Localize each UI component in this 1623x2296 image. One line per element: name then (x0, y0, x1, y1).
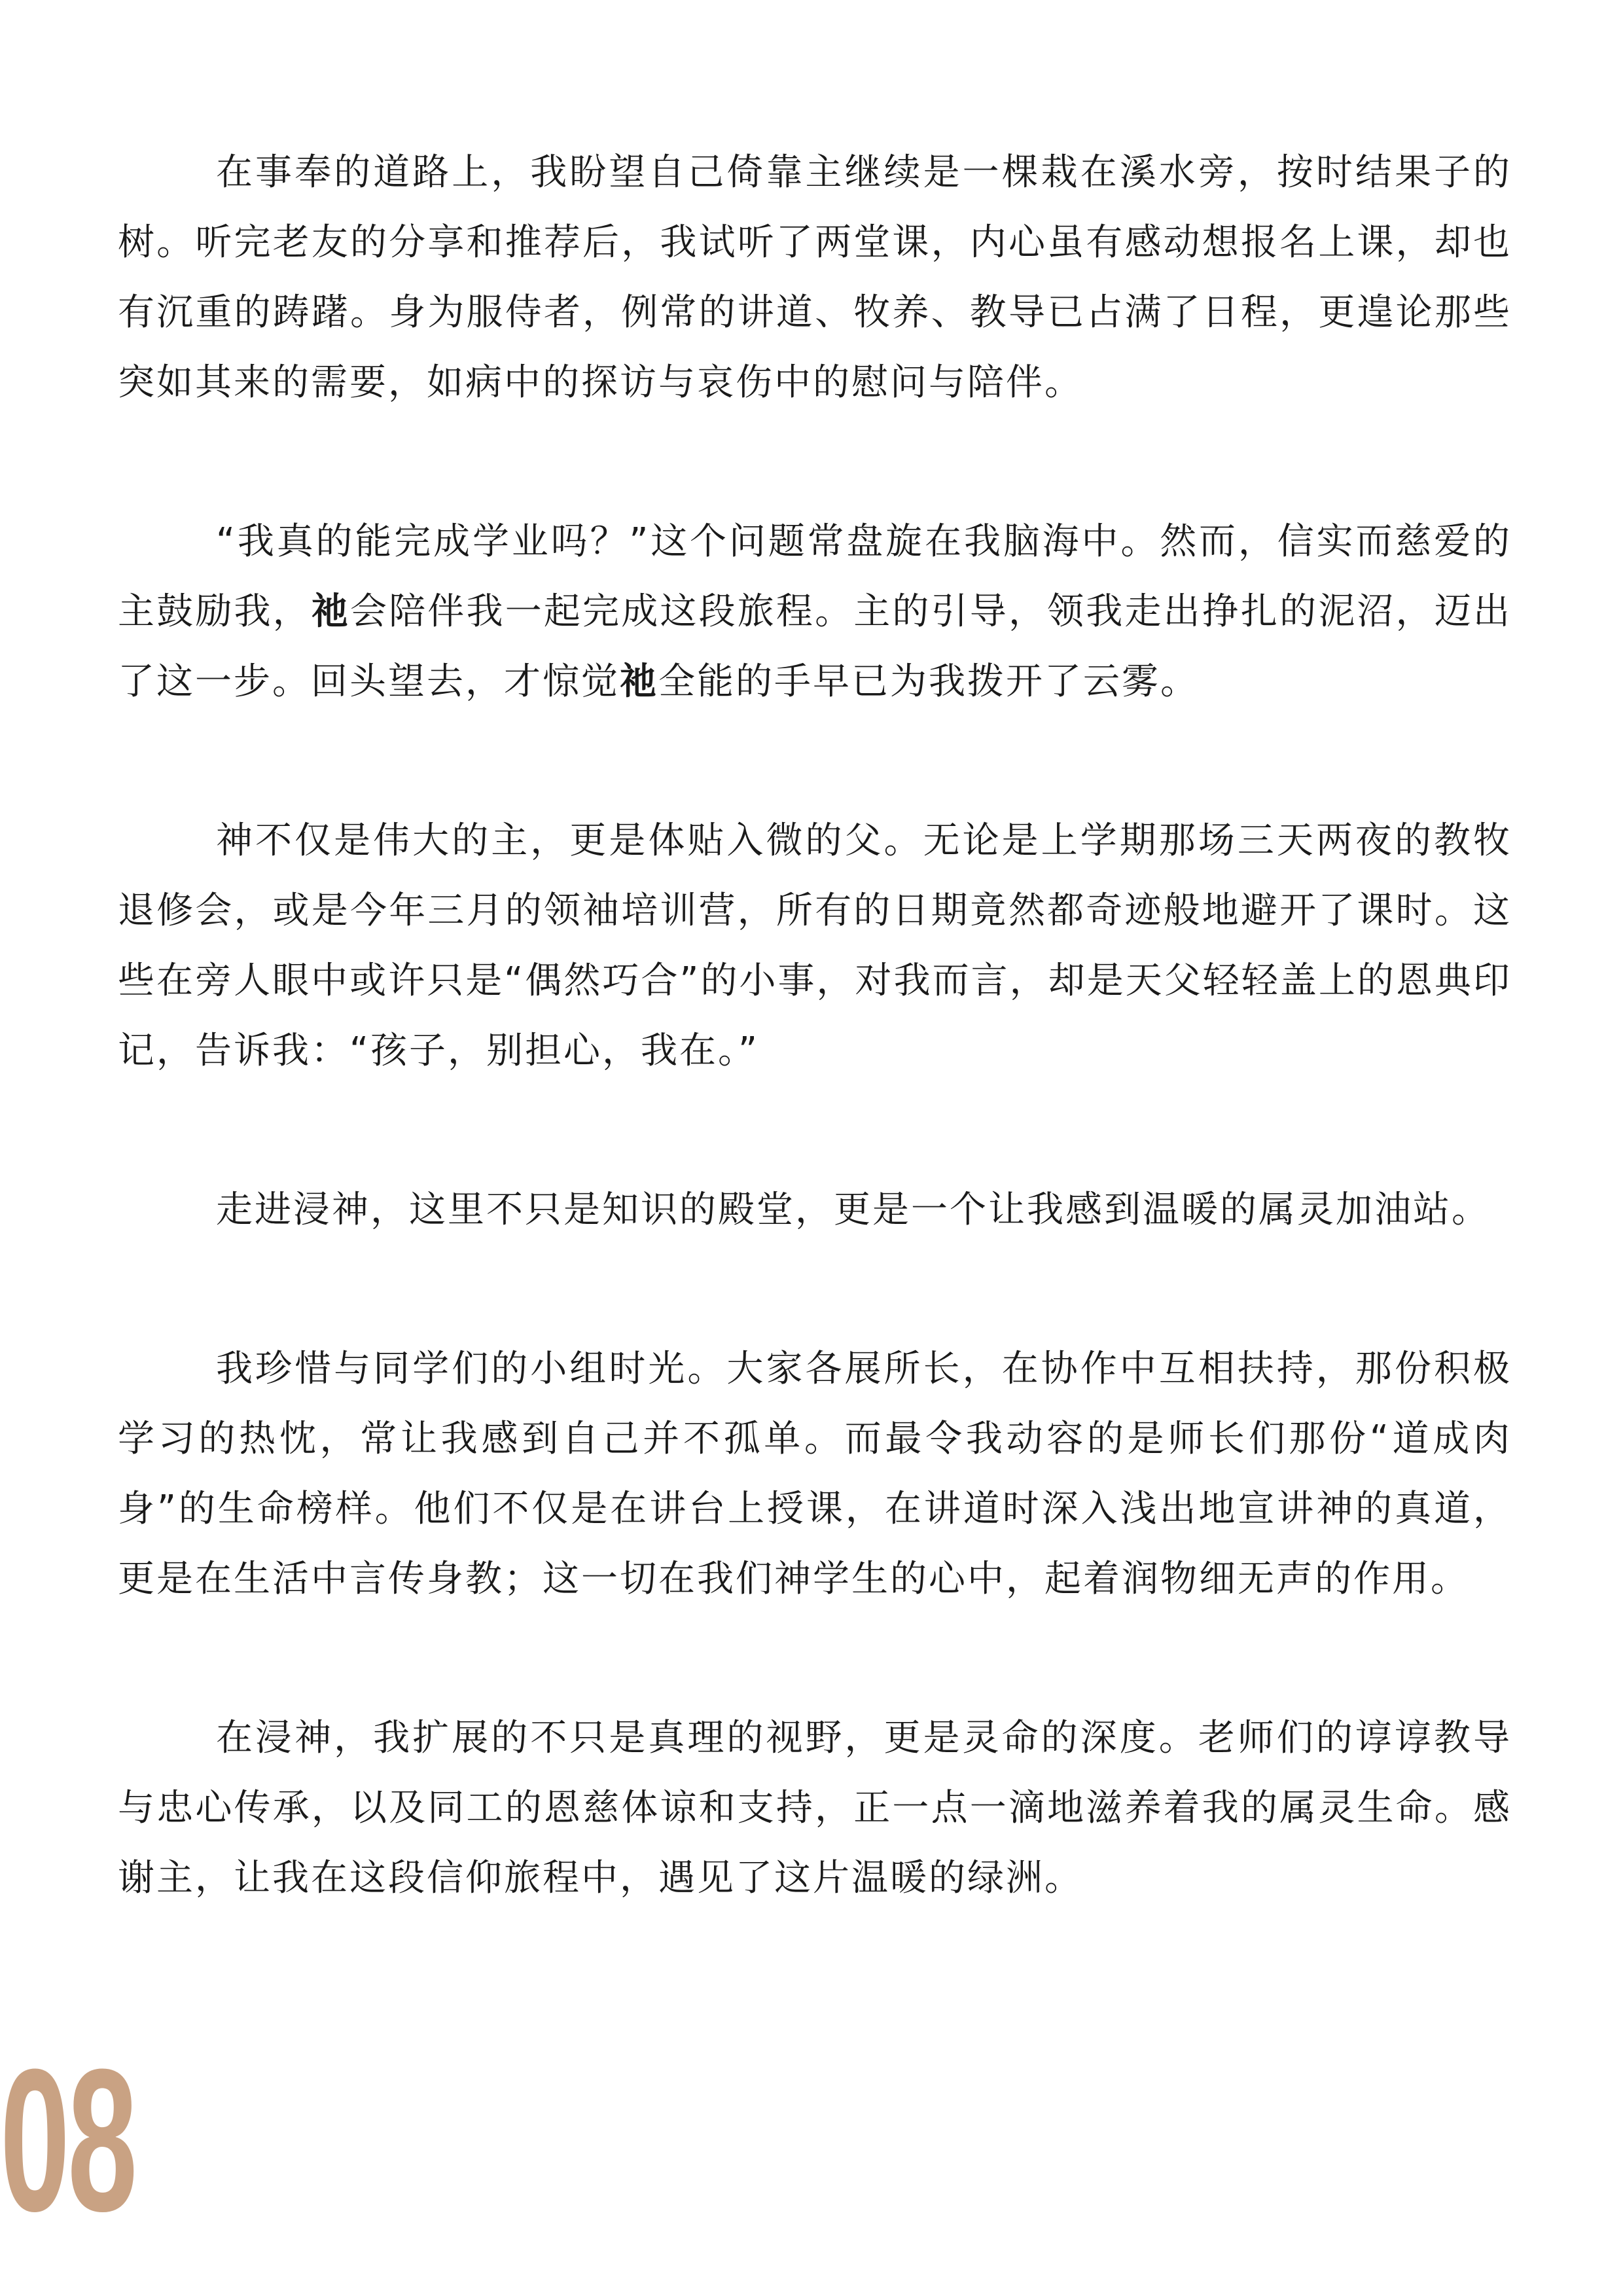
paragraph-5: 我珍惜与同学们的小组时光。大家各展所长，在协作中互相扶持，那份积极学习的热忱，常让我感到自己并不孤单。而最令我动容的是师长们那份“道成肉身”的生命榜样。他们不仅是在讲台上授课，在讲道时深入浅出地宣讲神的真道，更是在生活中言传身教；这一切在我们神学生的心中，起着润物细无声的作用。 (118, 1348, 1512, 1600)
paragraph-4: 走进浸神，这里不只是知识的殿堂，更是一个让我感到温暖的属灵加油站。 (216, 1189, 1490, 1231)
article-body (118, 137, 1512, 2002)
paragraph-3: 神不仅是伟大的主，更是体贴入微的父。无论是上学期那场三天两夜的教牧退修会，或是今年三月的领袖培训营，所有的日期竟然都奇迹般地避开了课时。这些在旁人眼中或许只是“偶然巧合”的小事，对我而言，却是天父轻轻盖上的恩典印记，告诉我：“孩子，别担心，我在。” (118, 819, 1512, 1072)
paragraph-6: 在浸神，我扩展的不只是真理的视野，更是灵命的深度。老师们的谆谆教导与忠心传承，以及同工的恩慈体谅和支持，正一点一滴地滋养着我的属灵生命。感谢主，让我在这段信仰旅程中，遇见了这片温暖的绿洲。 (118, 1717, 1512, 1899)
page-number: 08 (0, 2026, 135, 2253)
paragraph-1: 在事奉的道路上，我盼望自己倚靠主继续是一棵栽在溪水旁，按时结果子的树。听完老友的分享和推荐后，我试听了两堂课，内心虽有感动想报名上课，却也有沉重的踌躇。身为服侍者，例常的讲道、牧养、教导已占满了日程，更遑论那些突如其来的需要，如病中的探访与哀伤中的慰问与陪伴。 (118, 151, 1512, 404)
divine-pronoun: 祂 (311, 590, 351, 633)
divine-pronoun: 祂 (620, 660, 658, 703)
paragraph-2: “我真的能完成学业吗？”这个问题常盘旋在我脑海中。然而，信实而慈爱的主鼓励我，祂会陪伴我一起完成这段旅程。主的引导，领我走出挣扎的泥沼，迈出了这一步。回头望去，才惊觉祂全能的手早已为我拨开了云雾。 (118, 520, 1512, 703)
